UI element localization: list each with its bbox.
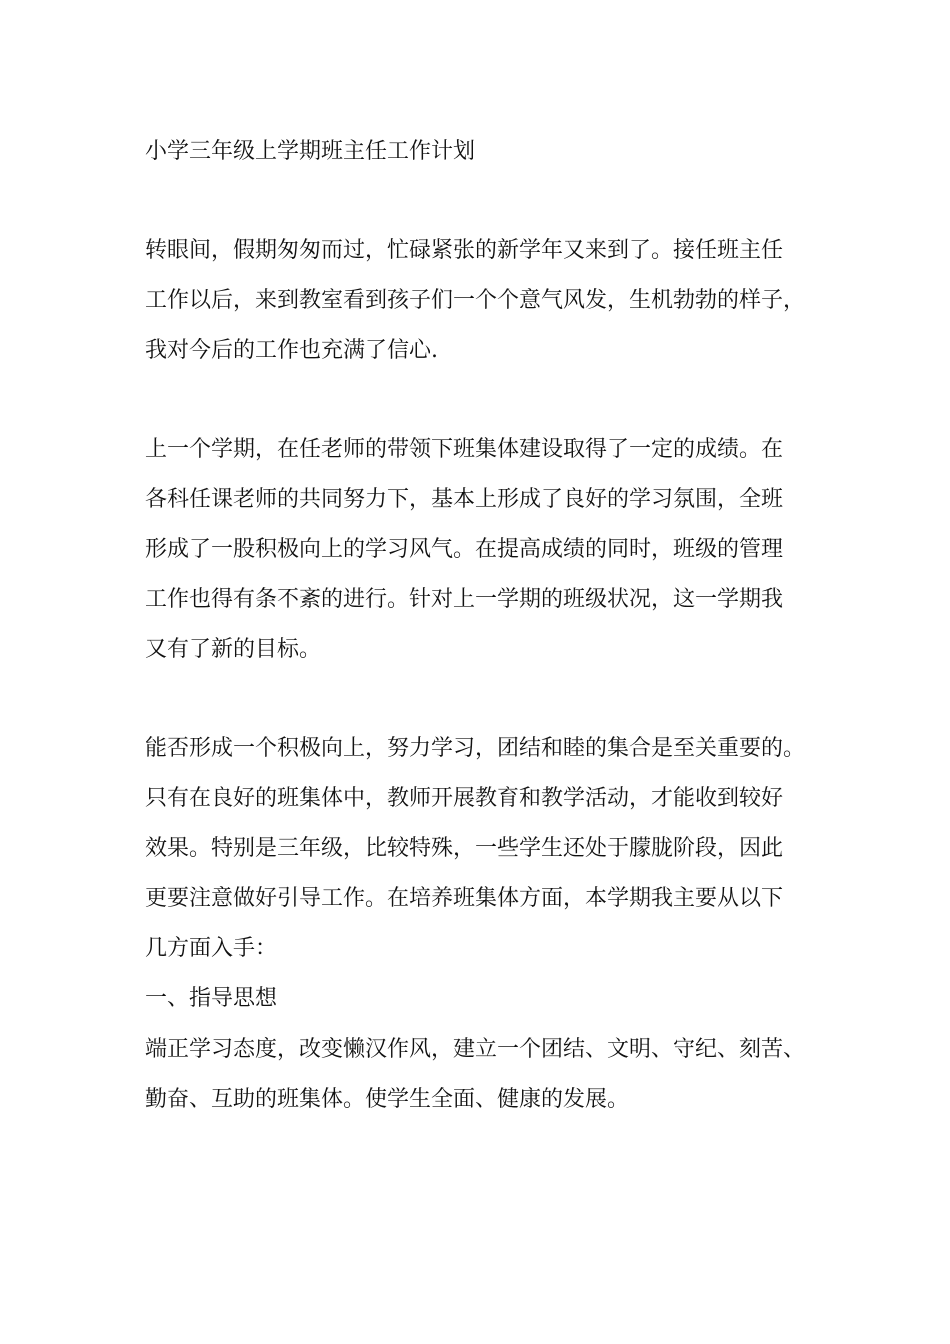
paragraph-intro [145, 226, 835, 376]
paragraph-line: 工作也得有条不紊的进行。针对上一学期的班级状况，这一学期我 [145, 587, 784, 612]
paragraph-last-semester [145, 425, 835, 675]
paragraph-line: 转眼间，假期匆匆而过，忙碌紧张的新学年又来到了。接任班主任 [145, 238, 784, 263]
paragraph-line: 更要注意做好引导工作。在培养班集体方面，本学期我主要从以下 [145, 886, 784, 911]
paragraph-line: 效果。特别是三年级，比较特殊，一些学生还处于朦胧阶段，因此 [145, 836, 784, 861]
paragraph-line: 各科任课老师的共同努力下，基本上形成了良好的学习氛围，全班 [145, 487, 784, 512]
paragraph-line: 我对今后的工作也充满了信心. [145, 338, 438, 363]
paragraph-line: 勤奋、互助的班集体。使学生全面、健康的发展。 [145, 1087, 630, 1112]
section-heading: 一、指导思想 [145, 986, 278, 1011]
section-heading-guiding-thought [145, 974, 835, 1024]
paragraph-line: 又有了新的目标。 [145, 637, 322, 662]
paragraph-line: 只有在良好的班集体中，教师开展教育和教学活动，才能收到较好 [145, 786, 784, 811]
paragraph-line: 几方面入手： [145, 936, 278, 961]
paragraph-line: 端正学习态度，改变懒汉作风，建立一个团结、文明、守纪、刻苦、 [145, 1037, 806, 1062]
paragraph-line: 形成了一股积极向上的学习风气。在提高成绩的同时，班级的管理 [145, 537, 784, 562]
paragraph-line: 上一个学期，在任老师的带领下班集体建设取得了一定的成绩。在 [145, 437, 784, 462]
paragraph-class-building [145, 724, 835, 974]
document-title: 小学三年级上学期班主任工作计划 [145, 139, 476, 164]
paragraph-guiding-thought [145, 1025, 835, 1125]
paragraph-line: 能否形成一个积极向上，努力学习，团结和睦的集合是至关重要的。 [145, 736, 806, 761]
paragraph-line: 工作以后，来到教室看到孩子们一个个意气风发，生机勃勃的样子， [145, 288, 806, 313]
